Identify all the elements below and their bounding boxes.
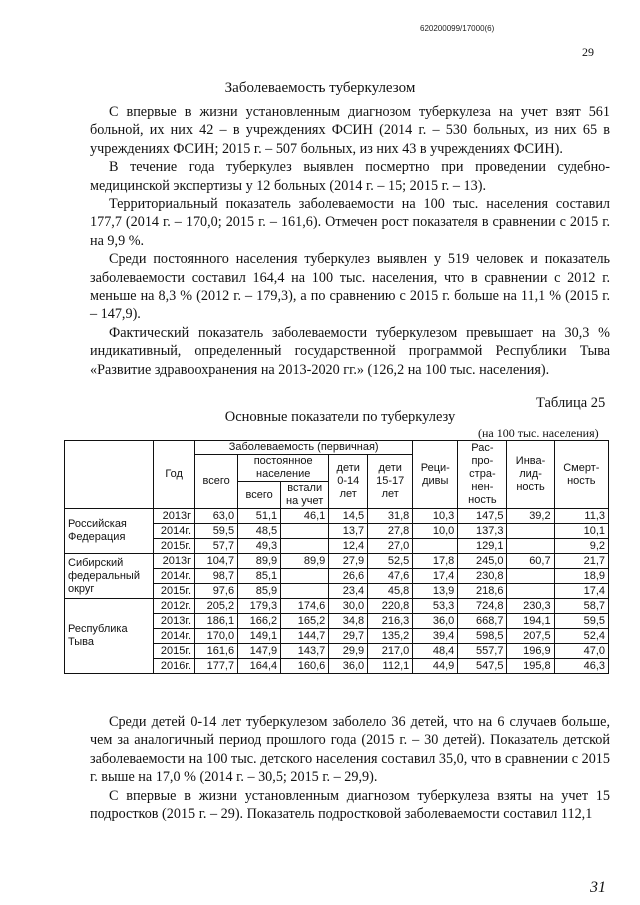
value-cell-relapse: 44,9	[413, 659, 458, 674]
handwritten-page-mark: 31	[590, 879, 606, 896]
value-cell-reg: 160,6	[281, 659, 329, 674]
year-cell: 2013г	[154, 509, 195, 524]
table-label: Таблица 25	[536, 395, 606, 411]
tuberculosis-table	[64, 440, 609, 674]
value-cell-total: 98,7	[195, 569, 238, 584]
header-teens: дети 15-17 лет	[368, 455, 413, 509]
value-cell-total: 97,6	[195, 584, 238, 599]
value-cell-prev: 218,6	[458, 584, 507, 599]
value-cell-prev: 245,0	[458, 554, 507, 569]
table-row	[65, 554, 609, 569]
section-title: Заболеваемость туберкулезом	[224, 80, 416, 96]
value-cell-reg: 174,6	[281, 599, 329, 614]
paragraph: Среди детей 0-14 лет туберкулезом заболело 36 детей, что на 6 случаев больше, чем за аналогичный период прошлого года (2015 г. – 30 детей). Показатель детской заболеваемости на 100 тыс. детского населения составил 35,0, что в сравнении с 2015 г. выше на 17,0 % (2014 г. – 30,5; 2015 г. – 29,9).	[90, 714, 610, 786]
region-cell: Республика Тыва	[65, 599, 154, 674]
value-cell-teens: 52,5	[368, 554, 413, 569]
value-cell-teens: 45,8	[368, 584, 413, 599]
value-cell-mort: 17,4	[554, 584, 608, 599]
table-row	[65, 509, 609, 524]
value-cell-total: 59,5	[195, 524, 238, 539]
value-cell-mort: 18,9	[554, 569, 608, 584]
value-cell-perm: 49,3	[238, 539, 281, 554]
value-cell-total: 177,7	[195, 659, 238, 674]
value-cell-perm: 149,1	[238, 629, 281, 644]
header-total: всего	[195, 455, 238, 509]
value-cell-total: 170,0	[195, 629, 238, 644]
value-cell-perm: 48,5	[238, 524, 281, 539]
value-cell-mort: 59,5	[554, 614, 608, 629]
value-cell-teens: 27,8	[368, 524, 413, 539]
value-cell-relapse: 17,8	[413, 554, 458, 569]
header-prevalence: Рас-про-стра-нен-ность	[458, 441, 507, 509]
table-title: Основные показатели по туберкулезу	[224, 409, 456, 425]
value-cell-disab: 207,5	[507, 629, 554, 644]
value-cell-reg	[281, 584, 329, 599]
year-cell: 2015г.	[154, 584, 195, 599]
header-mortality: Смерт-ность	[554, 441, 608, 509]
value-cell-disab	[507, 524, 554, 539]
value-cell-teens: 31,8	[368, 509, 413, 524]
value-cell-disab: 230,3	[507, 599, 554, 614]
value-cell-relapse: 10,3	[413, 509, 458, 524]
value-cell-teens: 220,8	[368, 599, 413, 614]
value-cell-teens: 217,0	[368, 644, 413, 659]
year-cell: 2013г	[154, 554, 195, 569]
value-cell-teens: 216,3	[368, 614, 413, 629]
value-cell-reg: 143,7	[281, 644, 329, 659]
value-cell-perm: 85,1	[238, 569, 281, 584]
paragraph: Фактический показатель заболеваемости туберкулезом превышает на 30,3 % индикативный, определенный государственной программой Республики Тыва «Развитие здравоохранения на 2013-2020 гг.» (126,2 на 100 тыс. населения).	[90, 324, 610, 378]
value-cell-relapse: 48,4	[413, 644, 458, 659]
value-cell-disab: 196,9	[507, 644, 554, 659]
value-cell-relapse: 39,4	[413, 629, 458, 644]
value-cell-total: 104,7	[195, 554, 238, 569]
value-cell-disab	[507, 584, 554, 599]
value-cell-relapse: 10,0	[413, 524, 458, 539]
header-region	[65, 441, 154, 509]
paragraph: Территориальный показатель заболеваемости на 100 тыс. населения составил 177,7 (2014 г. – 170,0; 2015 г. – 161,6). Отмечен рост показателя в сравнении с 2015 г. на 9,9 %.	[90, 196, 610, 249]
value-cell-perm: 51,1	[238, 509, 281, 524]
value-cell-perm: 147,9	[238, 644, 281, 659]
paragraph: В течение года туберкулез выявлен посмертно при проведении судебно-медицинской экспертизы у 12 больных (2014 г. – 15; 2015 г. – 13).	[90, 159, 610, 194]
value-cell-total: 186,1	[195, 614, 238, 629]
value-cell-kids: 14,5	[329, 509, 368, 524]
value-cell-prev: 129,1	[458, 539, 507, 554]
value-cell-mort: 52,4	[554, 629, 608, 644]
value-cell-total: 205,2	[195, 599, 238, 614]
paragraph: Среди постоянного населения туберкулез выявлен у 519 человек и показатель заболеваемости составил 164,4 на 100 тыс. населения, что в сравнении с 2012 г. меньше на 8,3 % (2012 г. – 179,3), а по сравнению с 2015 г. больше на 11,1 % (2015 г. – 147,9).	[90, 251, 610, 323]
value-cell-mort: 58,7	[554, 599, 608, 614]
value-cell-perm: 179,3	[238, 599, 281, 614]
value-cell-disab	[507, 539, 554, 554]
value-cell-prev: 137,3	[458, 524, 507, 539]
value-cell-total: 161,6	[195, 644, 238, 659]
header-permanent: постоянное население	[238, 455, 329, 482]
value-cell-prev: 557,7	[458, 644, 507, 659]
header-relapses: Реци-дивы	[413, 441, 458, 509]
paragraph: С впервые в жизни установленным диагнозом туберкулеза взяты на учет 15 подростков (2015 г. – 29). Показатель подростковой заболеваемости составил 112,1	[90, 787, 610, 823]
year-cell: 2014г.	[154, 524, 195, 539]
value-cell-kids: 29,7	[329, 629, 368, 644]
value-cell-mort: 47,0	[554, 644, 608, 659]
value-cell-disab: 195,8	[507, 659, 554, 674]
page-number: 29	[582, 45, 594, 59]
header-disability: Инва-лид-ность	[507, 441, 554, 509]
value-cell-reg	[281, 524, 329, 539]
value-cell-teens: 27,0	[368, 539, 413, 554]
value-cell-mort: 11,3	[554, 509, 608, 524]
region-cell: Российская Федерация	[65, 509, 154, 554]
value-cell-relapse: 53,3	[413, 599, 458, 614]
paragraph: С впервые в жизни установленным диагнозом туберкулеза на учет взят 561 больной, их них 42 – в учреждениях ФСИН (2014 г. – 530 больных, из них 65 в учреждениях ФСИН; 2015 г. – 507 больных, из них 43 в учреждениях ФСИН).	[90, 104, 610, 157]
value-cell-kids: 36,0	[329, 659, 368, 674]
year-cell: 2015г.	[154, 644, 195, 659]
value-cell-kids: 29,9	[329, 644, 368, 659]
value-cell-perm: 85,9	[238, 584, 281, 599]
bottom-text-block	[90, 713, 610, 823]
table-unit: (на 100 тыс. населения)	[478, 426, 599, 440]
value-cell-kids: 23,4	[329, 584, 368, 599]
value-cell-total: 63,0	[195, 509, 238, 524]
value-cell-mort: 9,2	[554, 539, 608, 554]
value-cell-perm: 89,9	[238, 554, 281, 569]
value-cell-prev: 230,8	[458, 569, 507, 584]
year-cell: 2013г.	[154, 614, 195, 629]
value-cell-kids: 13,7	[329, 524, 368, 539]
value-cell-mort: 46,3	[554, 659, 608, 674]
value-cell-disab: 194,1	[507, 614, 554, 629]
value-cell-total: 57,7	[195, 539, 238, 554]
value-cell-relapse	[413, 539, 458, 554]
value-cell-relapse: 13,9	[413, 584, 458, 599]
year-cell: 2016г.	[154, 659, 195, 674]
value-cell-teens: 47,6	[368, 569, 413, 584]
table-row	[65, 599, 609, 614]
value-cell-disab: 39,2	[507, 509, 554, 524]
header-incidence: Заболеваемость (первичная)	[195, 441, 413, 455]
value-cell-prev: 147,5	[458, 509, 507, 524]
value-cell-teens: 112,1	[368, 659, 413, 674]
value-cell-teens: 135,2	[368, 629, 413, 644]
region-cell: Сибирский федеральный округ	[65, 554, 154, 599]
header-year: Год	[154, 441, 195, 509]
value-cell-kids: 26,6	[329, 569, 368, 584]
value-cell-relapse: 36,0	[413, 614, 458, 629]
value-cell-kids: 27,9	[329, 554, 368, 569]
value-cell-reg: 89,9	[281, 554, 329, 569]
value-cell-reg	[281, 539, 329, 554]
value-cell-perm: 166,2	[238, 614, 281, 629]
value-cell-kids: 30,0	[329, 599, 368, 614]
value-cell-disab: 60,7	[507, 554, 554, 569]
value-cell-reg: 144,7	[281, 629, 329, 644]
year-cell: 2012г.	[154, 599, 195, 614]
value-cell-mort: 21,7	[554, 554, 608, 569]
year-cell: 2014г.	[154, 569, 195, 584]
value-cell-perm: 164,4	[238, 659, 281, 674]
header-children: дети 0-14 лет	[329, 455, 368, 509]
value-cell-kids: 12,4	[329, 539, 368, 554]
year-cell: 2014г.	[154, 629, 195, 644]
value-cell-prev: 547,5	[458, 659, 507, 674]
header-registered: встали на учет	[281, 482, 329, 509]
value-cell-prev: 668,7	[458, 614, 507, 629]
value-cell-prev: 724,8	[458, 599, 507, 614]
value-cell-disab	[507, 569, 554, 584]
value-cell-kids: 34,8	[329, 614, 368, 629]
value-cell-reg: 165,2	[281, 614, 329, 629]
top-text-block	[90, 103, 610, 379]
table-body	[65, 509, 609, 674]
document-code: 620200099/17000(6)	[420, 24, 495, 33]
value-cell-mort: 10,1	[554, 524, 608, 539]
value-cell-reg: 46,1	[281, 509, 329, 524]
value-cell-reg	[281, 569, 329, 584]
value-cell-relapse: 17,4	[413, 569, 458, 584]
value-cell-prev: 598,5	[458, 629, 507, 644]
year-cell: 2015г.	[154, 539, 195, 554]
header-perm-total: всего	[238, 482, 281, 509]
